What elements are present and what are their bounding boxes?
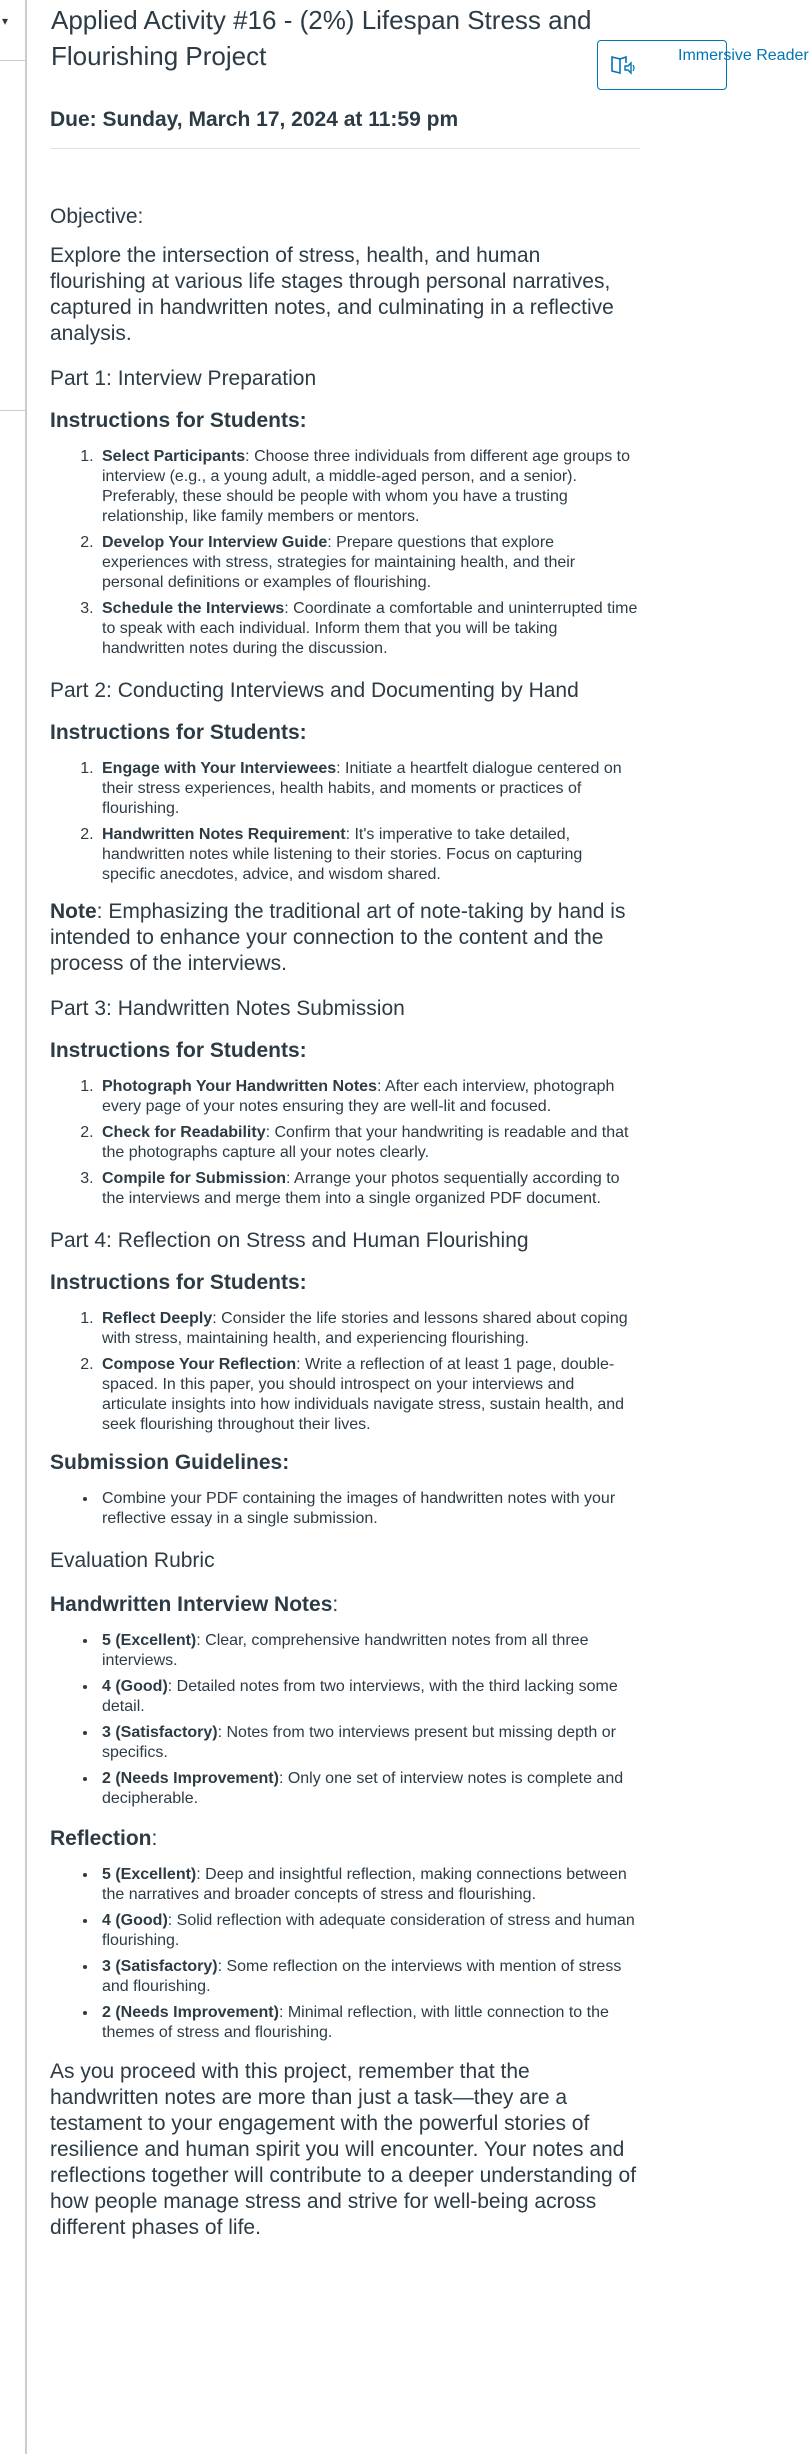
submission-list bbox=[50, 1489, 640, 1529]
rail-divider bbox=[0, 60, 25, 61]
list-item: 3. Compile for Submission: Arrange your photos sequentially according to the interviews and merge them into a single organized PDF document. bbox=[98, 1169, 640, 1209]
list-item: • 4 (Good): Detailed notes from two interviews, with the third lacking some detail. bbox=[98, 1677, 640, 1717]
list-item: 2. Develop Your Interview Guide: Prepare questions that explore experiences with stress, strategies for maintaining health, and their personal definitions or examples of flourishing. bbox=[98, 533, 640, 593]
rubric-reflection-list bbox=[50, 1865, 640, 2043]
part3-instructions-heading: Instructions for Students: bbox=[50, 1039, 307, 1062]
part2-instructions-heading: Instructions for Students: bbox=[50, 721, 307, 744]
immersive-reader-button[interactable] bbox=[597, 40, 809, 90]
list-item: 2. Handwritten Notes Requirement: It's imperative to take detailed, handwritten notes while listening to their stories. Focus on capturing specific anecdotes, advice, and wisdom shared. bbox=[98, 825, 640, 885]
rubric-title: Evaluation Rubric bbox=[50, 1549, 215, 1572]
list-item: 1. Select Participants: Choose three individuals from different age groups to interview (e.g., a young adult, a middle-aged person, and a senior). Preferably, these should be people with whom you have a trusting relationship, like family members or mentors. bbox=[98, 447, 640, 527]
page-title: Applied Activity #16 - (2%) Lifespan Stress and Flourishing Project bbox=[51, 5, 592, 71]
part2-list bbox=[50, 759, 640, 885]
list-item: 3. Schedule the Interviews: Coordinate a comfortable and uninterrupted time to speak with each individual. Inform them that you will be taking handwritten notes during the discussion. bbox=[98, 599, 640, 659]
list-item: 1. Photograph Your Handwritten Notes: After each interview, photograph every page of your notes ensuring they are well-lit and focused. bbox=[98, 1077, 640, 1117]
part1-list bbox=[50, 447, 640, 659]
rubric-notes-list bbox=[50, 1631, 640, 1809]
rubric-notes-heading: Handwritten Interview Notes: bbox=[50, 1593, 339, 1616]
list-item: 1. Reflect Deeply: Consider the life stories and lessons shared about coping with stress, maintaining health, and experiencing flourishing. bbox=[98, 1309, 640, 1349]
assignment-description bbox=[50, 108, 640, 2241]
part1-instructions-heading: Instructions for Students: bbox=[50, 409, 307, 432]
list-item: • 5 (Excellent): Clear, comprehensive handwritten notes from all three interviews. bbox=[98, 1631, 640, 1671]
part4-list bbox=[50, 1309, 640, 1435]
immersive-reader-icon bbox=[610, 54, 636, 81]
part3-title: Part 3: Handwritten Notes Submission bbox=[50, 997, 405, 1020]
immersive-reader-label: Immersive Reader bbox=[678, 47, 809, 64]
list-item: 2. Check for Readability: Confirm that your handwriting is readable and that the photographs capture all your notes clearly. bbox=[98, 1123, 640, 1163]
submission-heading: Submission Guidelines: bbox=[50, 1451, 290, 1474]
part1-title: Part 1: Interview Preparation bbox=[50, 367, 317, 390]
list-item: • 2 (Needs Improvement): Minimal reflection, with little connection to the themes of stress and flourishing. bbox=[98, 2003, 640, 2043]
part4-instructions-heading: Instructions for Students: bbox=[50, 1271, 307, 1294]
left-rail bbox=[0, 0, 26, 2454]
list-item: • 5 (Excellent): Deep and insightful reflection, making connections between the narratives and broader concepts of stress and flourishing. bbox=[98, 1865, 640, 1905]
objective-label: Objective: bbox=[50, 205, 144, 228]
due-date: Due: Sunday, March 17, 2024 at 11:59 pm bbox=[50, 108, 640, 149]
part2-title: Part 2: Conducting Interviews and Documenting by Hand bbox=[50, 679, 579, 702]
closing-paragraph: As you proceed with this project, remember that the handwritten notes are more than just a task—they are a testament to your engagement with the powerful stories of resilience and human spirit you will encounter. Your notes and reflections together will contribute to a deeper understanding of how people manage stress and strive for well-being across different phases of life. bbox=[50, 2060, 637, 2239]
list-item: • 3 (Satisfactory): Some reflection on the interviews with mention of stress and flourishing. bbox=[98, 1957, 640, 1997]
list-item: • Combine your PDF containing the images of handwritten notes with your reflective essay in a single submission. bbox=[98, 1489, 640, 1529]
part4-title: Part 4: Reflection on Stress and Human Flourishing bbox=[50, 1229, 529, 1252]
rubric-reflection-heading: Reflection: bbox=[50, 1827, 158, 1850]
part3-list bbox=[50, 1077, 640, 1209]
rail-divider bbox=[0, 410, 25, 411]
caret-down-icon[interactable]: ▾ bbox=[2, 14, 9, 28]
list-item: • 3 (Satisfactory): Notes from two interviews present but missing depth or specifics. bbox=[98, 1723, 640, 1763]
objective-text: Explore the intersection of stress, health, and human flourishing at various life stages through personal narratives, captured in handwritten notes, and culminating in a reflective analysis. bbox=[50, 244, 614, 345]
list-item: • 4 (Good): Solid reflection with adequate consideration of stress and human flourishing. bbox=[98, 1911, 640, 1951]
list-item: 2. Compose Your Reflection: Write a reflection of at least 1 page, double-spaced. In this paper, you should introspect on your interviews and articulate insights into how individuals navigate stress, sustain health, and seek flourishing throughout their lives. bbox=[98, 1355, 640, 1435]
part2-note: Note: Emphasizing the traditional art of note-taking by hand is intended to enhance your connection to the content and the process of the interviews. bbox=[50, 900, 626, 975]
list-item: 1. Engage with Your Interviewees: Initiate a heartfelt dialogue centered on their stress experiences, health habits, and moments or practices of flourishing. bbox=[98, 759, 640, 819]
list-item: • 2 (Needs Improvement): Only one set of interview notes is complete and decipherable. bbox=[98, 1769, 640, 1809]
